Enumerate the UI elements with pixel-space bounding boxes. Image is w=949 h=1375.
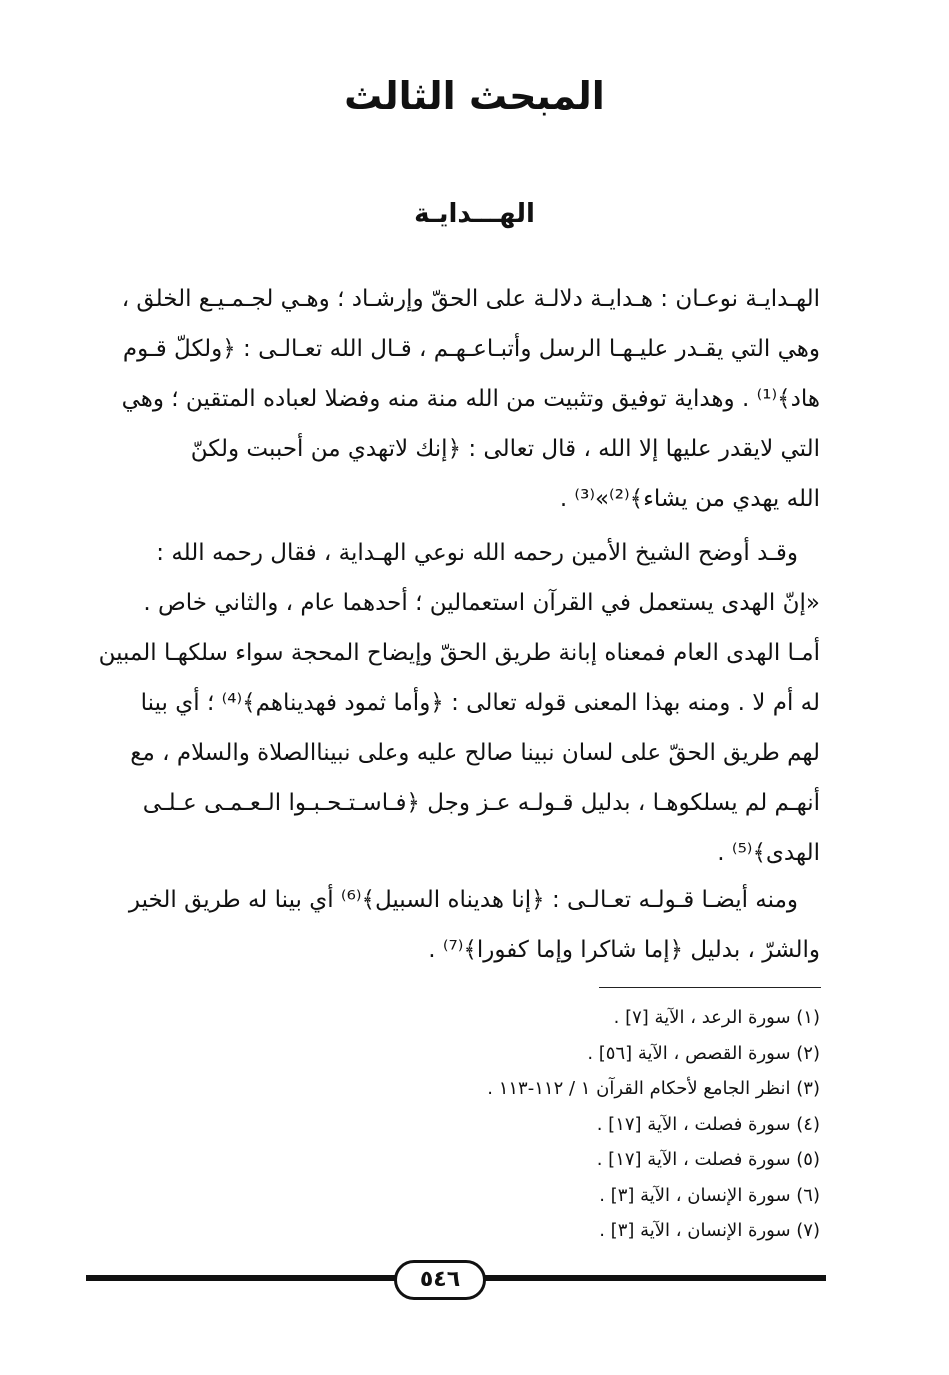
text-line: له أم لا . ومنه بهذا المعنى قوله تعالى : ﴿وأما ثمود فهديناهم﴾⁽⁴⁾ ؛ أي بينا	[140, 690, 820, 716]
text-line: الهـدايـة نوعـان : هـدايـة دلالـة على الحقّ وإرشـاد ؛ وهـي لجـمـيـع الخلق ،	[121, 286, 820, 312]
footnote-item: (٦) سورة الإنسان ، الآية [٣] .	[599, 1184, 820, 1206]
text-line: ومنه أيضـا قـولـه تعـالـى : ﴿إنا هديناه السبيل﴾⁽⁶⁾ أي بينا له طريق الخير	[128, 887, 798, 913]
text-line: أنهـم لم يسلكوهـا ، بدليل قـولـه عـز وجل ﴿فـاسـتـحـبـوا الـعـمـى عـلـى	[142, 790, 820, 816]
text-line: والشرّ ، بدليل ﴿إما شاكرا وإما كفورا﴾⁽⁷⁾ .	[428, 937, 820, 963]
footnote-item: (٧) سورة الإنسان ، الآية [٣] .	[599, 1220, 820, 1241]
text-line: الله يهدي من يشاء﴾⁽²⁾»⁽³⁾ .	[559, 486, 820, 512]
paragraph-3	[84, 875, 820, 975]
footnote-separator	[599, 987, 821, 988]
text-line: لهم طريق الحقّ على لسان نبينا صالح عليه وعلى نبيناالصلاة والسلام ، مع	[130, 740, 820, 766]
footnote-item: (٤) سورة فصلت ، الآية [١٧] .	[596, 1113, 820, 1135]
text-line: هاد﴾⁽¹⁾ . وهداية توفيق وتثبيت من الله منة منه وفضلا لعباده المتقين ؛ وهي	[121, 386, 820, 412]
text-line: «إنّ الهدى يستعمل في القرآن استعمالين ؛ أحدهما عام ، والثاني خاص .	[143, 590, 820, 616]
chapter-title: المبحث الثالث	[344, 74, 605, 118]
footnotes	[380, 1000, 820, 1249]
paragraph-2	[84, 528, 820, 878]
page-number: ٥٤٦	[394, 1260, 486, 1300]
footnote-item: (٢) سورة القصص ، الآية [٥٦] .	[587, 1042, 820, 1064]
footnote-item: (٣) انظر الجامع لأحكام القرآن ١ / ١١٢-١١٣ .	[487, 1078, 820, 1099]
text-line: وهي التي يقـدر عليـهـا الرسل وأتبـاعـهـم ، قـال الله تعـالـى : ﴿ولكلّ قـوم	[122, 336, 820, 362]
text-line: التي لايقدر عليها إلا الله ، قال تعالى : ﴿إنك لاتهدي من أحببت ولكنّ	[190, 436, 820, 462]
footnote-item: (١) سورة الرعد ، الآية [٧] .	[613, 1007, 820, 1028]
text-line: الهدى﴾⁽⁵⁾ .	[717, 840, 820, 866]
section-title: الهـــدايـة	[414, 199, 535, 229]
text-line: أمـا الهدى العام فمعناه إبانة طريق الحقّ وإيضاح المحجة سواء سلكهـا المبين	[98, 640, 820, 666]
text-line: وقـد أوضح الشيخ الأمين رحمه الله نوعي الهـداية ، فقال رحمه الله :	[156, 540, 798, 566]
footnote-item: (٥) سورة فصلت ، الآية [١٧] .	[596, 1149, 820, 1170]
paragraph-1	[84, 274, 820, 524]
